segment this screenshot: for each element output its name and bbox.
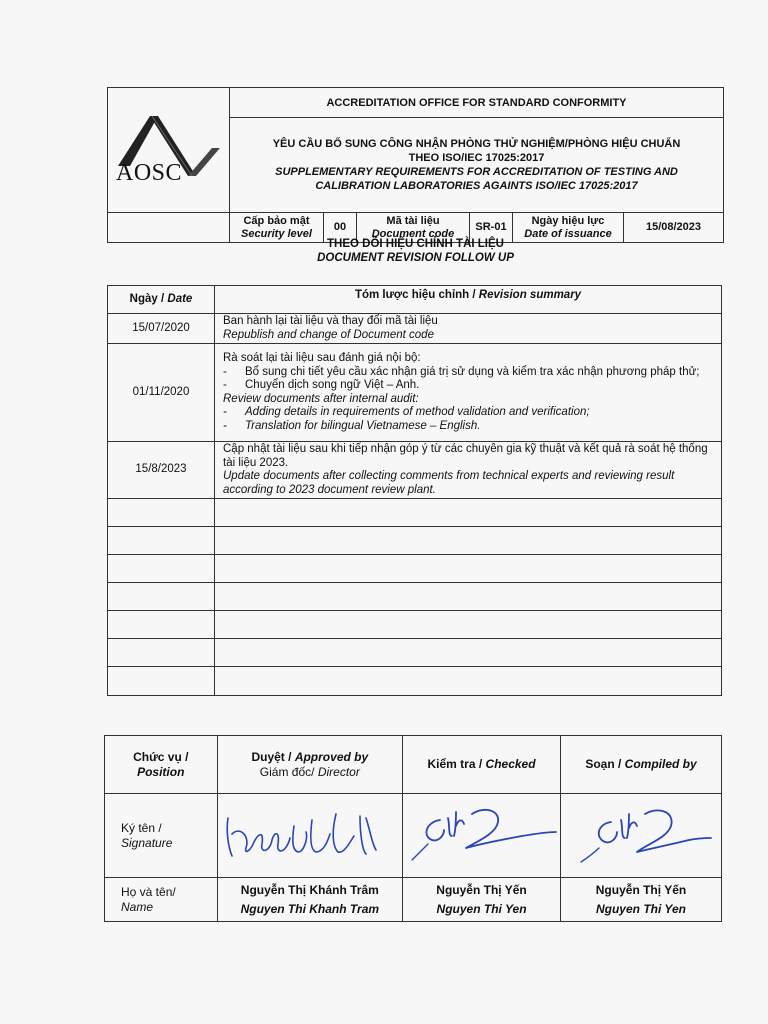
title-vi-line-2: THEO ISO/IEC 17025:2017	[408, 152, 545, 164]
logo-cell	[108, 88, 230, 213]
section-title	[107, 237, 724, 265]
revision-header-row	[108, 286, 722, 314]
approver-signature	[217, 794, 403, 878]
logo-text: AOSC	[116, 160, 183, 186]
checked-by-header: Kiểm tra / Checked	[403, 736, 561, 794]
signature-header-row	[105, 736, 722, 794]
table-row	[108, 314, 722, 344]
compiler-signature-mark	[561, 796, 721, 876]
row-summary: Rà soát lại tài liệu sau đánh giá nội bộ: - Bổ sung chi tiết yêu cầu xác nhận giá trị sử dụng và kiểm tra xác nhận phương pháp thử; - Chuyển dịch song ngữ Việt – Anh. Review documents after internal audit: - Adding details in requirements of method validation and verification; - Translation for bilingual Vietnamese – English.	[215, 344, 722, 442]
compiler-name: Nguyễn Thị Yến Nguyen Thi Yen	[561, 878, 722, 922]
approver-signature-mark	[220, 796, 400, 876]
col-summary-header: Tóm lược hiệu chỉnh / Revision summary	[215, 286, 722, 314]
checker-signature-mark	[404, 796, 560, 876]
title-en-line-2: CALIBRATION LABORATORIES AGAINTS ISO/IEC 17025:2017	[315, 180, 638, 192]
empty-row	[108, 555, 722, 583]
col-date-header: Ngày / Date	[108, 286, 215, 314]
empty-row	[108, 527, 722, 555]
aosc-logo	[108, 88, 229, 212]
name-label: Họ và tên/ Name	[105, 878, 218, 922]
security-level-label: Cấp bảo mật Security level	[230, 213, 324, 243]
section-title-vi: THEO DÕI HIỆU CHỈNH TÀI LIỆU	[327, 238, 504, 250]
title-en-line-1: SUPPLEMENTARY REQUIREMENTS FOR ACCREDITATION OF TESTING AND	[275, 166, 678, 178]
approved-by-header: Duyệt / Approved by Giám đốc/ Director	[217, 736, 403, 794]
document-code-label: Mã tài liệu Document code	[357, 213, 470, 243]
checker-signature	[403, 794, 561, 878]
row-date: 15/07/2020	[108, 314, 215, 344]
issue-date-label: Ngày hiệu lực Date of issuance	[513, 213, 624, 243]
compiler-signature	[561, 794, 722, 878]
position-header: Chức vụ / Position	[105, 736, 218, 794]
signature-row	[105, 794, 722, 878]
row-summary: Cập nhật tài liệu sau khi tiếp nhận góp ý từ các chuyên gia kỹ thuật và kết quả rà soát hệ thống tài liệu 2023. Update documents after collecting comments from technical experts and reviewing result according to 2023 document review plant.	[215, 442, 722, 499]
signature-label: Ký tên / Signature	[105, 794, 218, 878]
document-title	[230, 118, 724, 213]
row-date: 01/11/2020	[108, 344, 215, 442]
row-date: 15/8/2023	[108, 442, 215, 499]
name-row	[105, 878, 722, 922]
title-vi-line-1: YÊU CẦU BỔ SUNG CÔNG NHẬN PHÒNG THỬ NGHIỆM/PHÒNG HIỆU CHUẨN	[272, 138, 681, 150]
document-header	[107, 87, 724, 243]
empty-row	[108, 639, 722, 667]
table-row	[108, 344, 722, 442]
section-title-en: DOCUMENT REVISION FOLLOW UP	[317, 252, 514, 264]
row-summary: Ban hành lại tài liệu và thay đổi mã tài liệu Republish and change of Document code	[215, 314, 722, 344]
logo-mark-icon	[108, 88, 229, 212]
checker-name: Nguyễn Thị Yến Nguyen Thi Yen	[403, 878, 561, 922]
empty-row	[108, 611, 722, 639]
table-row	[108, 442, 722, 499]
issue-date-value: 15/08/2023	[624, 213, 724, 243]
compiled-by-header: Soạn / Compiled by	[561, 736, 722, 794]
revision-table	[107, 285, 722, 696]
security-level-value: 00	[324, 213, 357, 243]
document-code-value: SR-01	[470, 213, 513, 243]
empty-row	[108, 583, 722, 611]
signature-table	[104, 735, 722, 922]
empty-row	[108, 499, 722, 527]
org-name: ACCREDITATION OFFICE FOR STANDARD CONFORMITY	[230, 88, 724, 118]
approver-name: Nguyễn Thị Khánh Trâm Nguyen Thi Khanh Tram	[217, 878, 403, 922]
empty-row	[108, 667, 722, 696]
